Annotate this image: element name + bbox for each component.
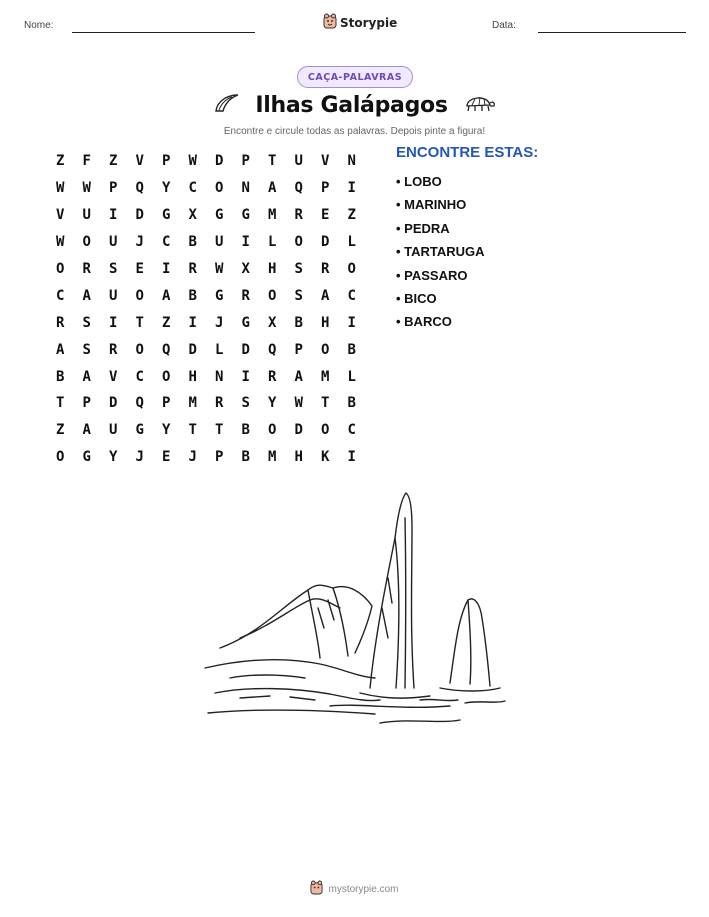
word-items <box>396 170 538 334</box>
grid-cell[interactable]: S <box>241 395 250 412</box>
grid-cell[interactable]: Z <box>109 153 118 170</box>
beak-icon <box>213 92 241 118</box>
grid-cell[interactable]: O <box>162 368 171 385</box>
grid-cell[interactable]: W <box>56 234 65 251</box>
grid-cell[interactable]: D <box>321 234 330 251</box>
grid-cell[interactable]: G <box>241 314 250 331</box>
grid-cell[interactable]: O <box>321 341 330 358</box>
grid-cell[interactable]: U <box>109 234 118 251</box>
grid-cell[interactable]: N <box>347 153 356 170</box>
grid-cell[interactable]: B <box>347 341 356 358</box>
grid-cell[interactable]: V <box>135 153 144 170</box>
grid-cell[interactable]: H <box>188 368 197 385</box>
grid-cell[interactable]: R <box>268 368 277 385</box>
word-item: • BARCO <box>396 314 452 330</box>
word-item: • PEDRA <box>396 220 450 236</box>
grid-cell[interactable]: F <box>82 153 91 170</box>
storypie-logo-icon <box>323 13 337 33</box>
word-list-title: ENCONTRE ESTAS: <box>396 144 539 161</box>
grid-cell[interactable]: M <box>188 395 197 412</box>
grid-cell[interactable]: Z <box>347 207 356 224</box>
grid-cell[interactable]: I <box>109 314 118 331</box>
grid-cell[interactable]: M <box>321 368 330 385</box>
instructions: Encontre e circule todas as palavras. Depois pinte a figura! <box>223 126 486 137</box>
grid-cell[interactable]: C <box>188 180 197 197</box>
grid-cell[interactable]: G <box>82 449 91 466</box>
grid-cell[interactable]: C <box>162 234 171 251</box>
grid-cell[interactable]: T <box>215 422 224 439</box>
grid-cell[interactable]: Q <box>135 180 144 197</box>
page-title: Ilhas Galápagos <box>255 92 448 118</box>
grid-cell[interactable]: O <box>56 261 65 277</box>
grid-cell[interactable]: P <box>109 180 118 197</box>
grid-cell[interactable]: V <box>321 153 330 170</box>
grid-cell[interactable]: C <box>56 287 65 304</box>
grid-cell[interactable]: A <box>82 287 91 304</box>
grid-cell[interactable]: P <box>215 449 224 466</box>
grid-cell[interactable]: B <box>56 368 65 385</box>
grid-cell[interactable]: J <box>135 234 144 251</box>
grid-cell[interactable]: B <box>241 422 250 439</box>
grid-cell[interactable]: T <box>188 422 197 439</box>
title-row <box>0 91 709 119</box>
grid-cell[interactable]: P <box>162 395 171 412</box>
grid-cell[interactable]: O <box>268 287 277 304</box>
word-item: • PASSARO <box>396 267 468 283</box>
grid-cell[interactable]: N <box>215 368 224 385</box>
grid-cell[interactable]: R <box>241 287 250 304</box>
grid-row <box>47 175 365 202</box>
grid-row <box>47 148 365 175</box>
grid-cell[interactable]: R <box>321 261 330 277</box>
grid-cell[interactable]: X <box>268 314 277 331</box>
grid-cell[interactable]: D <box>135 207 144 224</box>
name-line <box>72 32 255 33</box>
name-label: Nome: <box>24 20 54 31</box>
grid-cell[interactable]: Q <box>294 180 303 197</box>
grid-cell[interactable]: Y <box>268 395 277 412</box>
grid-cell[interactable]: G <box>162 207 171 224</box>
grid-cell[interactable]: Z <box>56 153 65 170</box>
grid-cell[interactable]: H <box>294 449 303 466</box>
grid-cell[interactable]: X <box>188 207 197 224</box>
grid-cell[interactable]: D <box>241 341 250 358</box>
brand-name: Storypie <box>340 16 398 30</box>
grid-cell[interactable]: S <box>109 261 118 277</box>
grid-cell[interactable]: Q <box>162 341 171 358</box>
grid-cell[interactable]: G <box>135 422 144 439</box>
grid-cell[interactable]: T <box>321 395 330 412</box>
grid-cell[interactable]: O <box>268 422 277 439</box>
grid-cell[interactable]: V <box>56 207 65 224</box>
grid-cell[interactable]: P <box>294 341 303 358</box>
grid-cell[interactable]: M <box>268 207 277 224</box>
grid-cell[interactable]: I <box>241 368 250 385</box>
grid-row <box>47 282 365 309</box>
grid-cell[interactable]: W <box>188 153 197 170</box>
grid-cell[interactable]: L <box>215 341 224 358</box>
grid-cell[interactable]: V <box>109 368 118 385</box>
grid-cell[interactable]: G <box>215 207 224 224</box>
grid-cell[interactable]: X <box>241 261 250 277</box>
grid-cell[interactable]: I <box>347 449 356 466</box>
grid-cell[interactable]: B <box>347 395 356 412</box>
grid-cell[interactable]: A <box>82 368 91 385</box>
grid-cell[interactable]: W <box>56 180 65 197</box>
date-label: Data: <box>492 20 516 31</box>
grid-cell[interactable]: G <box>215 287 224 304</box>
grid-cell[interactable]: N <box>241 180 250 197</box>
grid-cell[interactable]: H <box>321 314 330 331</box>
grid-cell[interactable]: E <box>135 261 144 277</box>
word-item: • TARTARUGA <box>396 244 485 260</box>
grid-cell[interactable]: R <box>294 207 303 224</box>
grid-cell[interactable]: T <box>268 153 277 170</box>
grid-cell[interactable]: W <box>215 261 224 277</box>
grid-cell[interactable]: A <box>56 341 65 358</box>
grid-cell[interactable]: Y <box>162 180 171 197</box>
grid-cell[interactable]: R <box>188 261 197 277</box>
category-badge: CAÇA-PALAVRAS <box>297 66 413 88</box>
grid-cell[interactable]: P <box>162 153 171 170</box>
grid-cell[interactable]: M <box>268 449 277 466</box>
grid-cell[interactable]: S <box>82 314 91 331</box>
date-line <box>538 32 686 33</box>
grid-cell[interactable]: D <box>188 341 197 358</box>
grid-cell[interactable]: B <box>188 287 197 304</box>
word-list <box>396 144 538 334</box>
grid-cell[interactable]: K <box>321 449 330 466</box>
grid-cell[interactable]: A <box>82 422 91 439</box>
grid-cell[interactable]: O <box>321 422 330 439</box>
grid-cell[interactable]: P <box>241 153 250 170</box>
grid-cell[interactable]: A <box>294 368 303 385</box>
word-item: • LOBO <box>396 174 442 189</box>
grid-cell[interactable]: S <box>82 341 91 358</box>
grid-cell[interactable]: D <box>294 422 303 439</box>
grid-cell[interactable]: L <box>268 234 277 251</box>
grid-cell[interactable]: O <box>56 449 65 466</box>
letter-grid <box>47 148 365 471</box>
grid-row <box>47 309 365 336</box>
grid-cell[interactable]: C <box>347 287 356 304</box>
grid-cell[interactable]: J <box>215 314 224 331</box>
grid-cell[interactable]: I <box>162 261 171 277</box>
grid-cell[interactable]: P <box>82 395 91 412</box>
footer-url[interactable]: mystorypie.com <box>328 884 399 895</box>
grid-cell[interactable]: R <box>56 314 65 331</box>
grid-cell[interactable]: E <box>162 449 171 466</box>
grid-cell[interactable]: Z <box>56 422 65 439</box>
grid-cell[interactable]: O <box>215 180 224 197</box>
grid-row <box>47 202 365 229</box>
storypie-logo-icon <box>310 880 323 899</box>
word-item: • BICO <box>396 290 437 306</box>
grid-row <box>47 444 365 471</box>
grid-row <box>47 363 365 390</box>
grid-row <box>47 417 365 444</box>
grid-cell[interactable]: E <box>321 207 330 224</box>
grid-cell[interactable]: C <box>135 368 144 385</box>
grid-row <box>47 336 365 363</box>
grid-row <box>47 256 365 283</box>
grid-cell[interactable]: Y <box>162 422 171 439</box>
tortoise-icon <box>462 91 496 119</box>
grid-cell[interactable]: Y <box>109 449 118 466</box>
grid-cell[interactable]: A <box>321 287 330 304</box>
grid-cell[interactable]: G <box>241 207 250 224</box>
grid-cell[interactable]: D <box>215 153 224 170</box>
brand <box>323 13 397 33</box>
grid-cell[interactable]: I <box>241 234 250 251</box>
grid-cell[interactable]: O <box>135 341 144 358</box>
grid-cell[interactable]: B <box>241 449 250 466</box>
grid-cell[interactable]: R <box>215 395 224 412</box>
grid-cell[interactable]: A <box>268 180 277 197</box>
grid-cell[interactable]: O <box>135 287 144 304</box>
grid-cell[interactable]: O <box>294 234 303 251</box>
grid-cell[interactable]: O <box>82 234 91 251</box>
grid-cell[interactable]: T <box>135 314 144 331</box>
grid-cell[interactable]: I <box>109 207 118 224</box>
grid-cell[interactable]: J <box>135 449 144 466</box>
grid-cell[interactable]: R <box>109 341 118 358</box>
grid-cell[interactable]: Q <box>135 395 144 412</box>
grid-cell[interactable]: U <box>82 207 91 224</box>
grid-cell[interactable]: U <box>294 153 303 170</box>
grid-cell[interactable]: U <box>215 234 224 251</box>
grid-cell[interactable]: R <box>82 261 91 277</box>
grid-cell[interactable]: Z <box>162 314 171 331</box>
grid-cell[interactable]: J <box>188 449 197 466</box>
grid-cell[interactable]: U <box>109 422 118 439</box>
grid-cell[interactable]: Q <box>268 341 277 358</box>
grid-cell[interactable]: A <box>162 287 171 304</box>
grid-cell[interactable]: I <box>347 314 356 331</box>
word-item: • MARINHO <box>396 197 467 213</box>
grid-cell[interactable]: I <box>188 314 197 331</box>
coloring-illustration <box>200 488 510 752</box>
grid-cell[interactable]: S <box>294 287 303 304</box>
grid-cell[interactable]: H <box>268 261 277 277</box>
grid-cell[interactable]: C <box>347 422 356 439</box>
grid-row <box>47 229 365 256</box>
grid-cell[interactable]: D <box>109 395 118 412</box>
grid-cell[interactable]: P <box>321 180 330 197</box>
grid-cell[interactable]: W <box>82 180 91 197</box>
grid-cell[interactable]: U <box>109 287 118 304</box>
grid-row <box>47 390 365 417</box>
grid-cell[interactable]: W <box>294 395 303 412</box>
grid-cell[interactable]: S <box>294 261 303 277</box>
grid-cell[interactable]: B <box>188 234 197 251</box>
grid-cell[interactable]: O <box>347 261 356 277</box>
grid-cell[interactable]: L <box>347 234 356 251</box>
grid-cell[interactable]: B <box>294 314 303 331</box>
footer <box>0 880 709 899</box>
grid-cell[interactable]: L <box>347 368 356 385</box>
grid-cell[interactable]: I <box>347 180 356 197</box>
grid-cell[interactable]: T <box>56 395 65 412</box>
